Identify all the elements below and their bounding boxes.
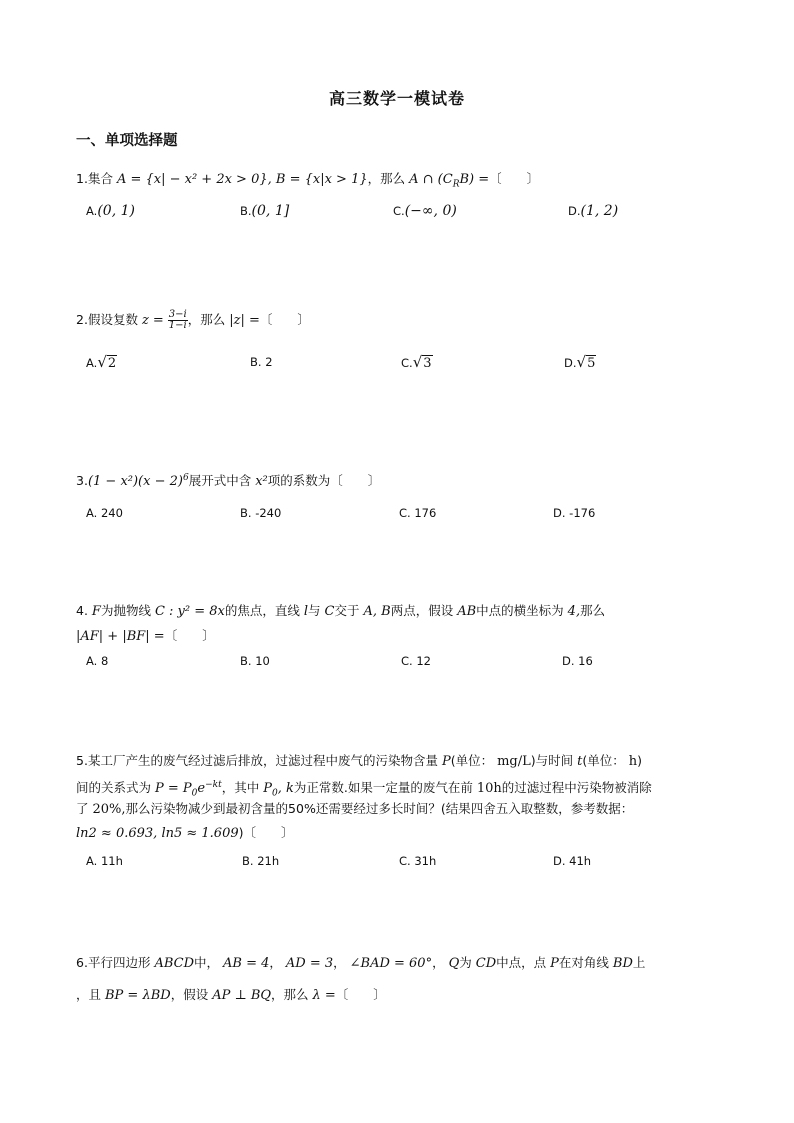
math-expression: |AF| + |BF| = (76, 629, 165, 644)
math-expression: λ = (312, 988, 336, 1003)
question-number: 4. (76, 603, 88, 618)
answer-paren: 〔 〕 (164, 628, 215, 643)
question-text: 某工厂产生的废气经过滤后排放，过滤过程中废气的污染物含量 (87, 753, 438, 768)
question-text: ， (333, 955, 346, 970)
question-text: 两点，假设 (390, 603, 454, 618)
math-expression: A, B (363, 604, 391, 619)
answer-paren: 〔 〕 (489, 171, 540, 186)
question-6-line-2 (76, 986, 386, 1005)
question-number: 1. (76, 171, 88, 186)
math-expression: 10h (476, 781, 502, 797)
option-c: C.√3 (401, 353, 432, 371)
math-expression: x² (255, 474, 268, 490)
question-text: ，那么 (187, 312, 226, 327)
option-d: D.√5 (564, 353, 596, 371)
question-1 (76, 170, 539, 194)
question-text: 的焦点，直线 (224, 603, 300, 618)
option-d: D. 41h (553, 854, 592, 868)
question-text: ，那么 (367, 171, 406, 186)
question-text: ，且 (76, 987, 102, 1002)
question-number: 5. (76, 753, 88, 768)
option-c: C. 176 (399, 506, 437, 520)
math-expression: 4, (567, 604, 581, 619)
sqrt-icon: √3 (412, 353, 432, 371)
math-expression: mg/L (497, 754, 531, 769)
math-expression: |z| = (229, 313, 260, 328)
option-c: C. 31h (399, 854, 437, 868)
math-expression: P (550, 956, 559, 971)
option-d: D. -176 (553, 506, 596, 520)
question-text: (单位： (582, 753, 625, 768)
math-superscript: 6 (182, 473, 189, 483)
option-b: B. 21h (242, 854, 280, 868)
question-text: 交于 (334, 603, 360, 618)
question-5 (76, 752, 642, 771)
math-expression: P = P (155, 781, 192, 797)
question-text: 平行四边形 (87, 955, 151, 970)
math-expression: e (197, 781, 206, 797)
math-expression: A ∩ (C (409, 172, 453, 187)
math-expression: C (324, 604, 335, 619)
question-text: 为 (459, 955, 472, 970)
question-text: 与 (308, 603, 321, 618)
math-expression: P (441, 754, 451, 769)
fraction (168, 310, 188, 331)
question-text: 展开式中含 (188, 473, 252, 489)
math-expression: ABCD (154, 956, 194, 971)
math-expression: AB = 4 (223, 956, 270, 971)
math-expression: F (91, 604, 101, 619)
option-a: A. 11h (86, 854, 123, 868)
question-text: 为抛物线 (100, 603, 151, 618)
question-text: ) (637, 753, 642, 768)
math-subscript: 0 (271, 788, 278, 799)
math-expression: Q (448, 956, 460, 971)
vector-expression: AP ⊥ BQ (212, 988, 272, 1003)
math-expression: 20%, (92, 802, 126, 817)
question-text: 项的系数为〔 〕 (267, 473, 381, 489)
question-text: 假设复数 (87, 312, 138, 327)
math-expression: l (303, 604, 309, 619)
math-superscript: −kt (205, 780, 222, 790)
question-text: ， (432, 955, 445, 970)
math-expression: A = {x| − x² + 2x > 0}, B = {x|x > 1} (116, 172, 368, 187)
question-text: 的过滤过程中污染物被消除 (501, 780, 652, 796)
option-d: D.(1, 2) (568, 203, 619, 219)
question-5-line-2 (76, 776, 652, 803)
math-expression: CD (475, 956, 497, 971)
question-text: 了 (76, 801, 89, 816)
sqrt-icon: √2 (97, 353, 117, 371)
question-text: 间的关系式为 (76, 780, 152, 796)
math-expression: B) = (459, 172, 490, 187)
math-expression: C : y² = 8x (154, 604, 225, 619)
question-3 (76, 469, 380, 491)
question-number: 6. (76, 955, 88, 970)
math-expression: z = (141, 313, 164, 328)
option-a: A.(0, 1) (86, 203, 135, 219)
question-text: ，其中 (221, 780, 260, 796)
answer-paren: 〔 〕 (335, 987, 386, 1002)
question-number: 2. (76, 312, 88, 327)
math-expression: AB (457, 604, 477, 619)
page-title: 高三数学一模试卷 (328, 89, 465, 108)
question-4 (76, 602, 605, 621)
math-expression: , k (277, 781, 294, 797)
math-expression: (1 − x²)(x − 2) (87, 474, 183, 490)
fraction-numerator: 3−i (168, 309, 187, 320)
option-a: A. 8 (86, 654, 109, 668)
option-d: D. 16 (562, 654, 593, 668)
math-subscript: 0 (191, 788, 198, 799)
math-expression: P (263, 781, 272, 797)
question-text: 中， (194, 955, 220, 970)
question-2 (76, 310, 310, 331)
question-text: ，那么 (271, 987, 309, 1002)
math-expression: BD (612, 956, 633, 971)
question-text: 那么污染物减少到最初含量的50%还需要经过多长时间？(结果四舍五入取整数，参考数据： (125, 801, 634, 816)
question-5-line-4 (76, 824, 294, 843)
question-5-line-3 (76, 800, 633, 819)
option-b: B. 2 (250, 355, 273, 369)
question-text: 上 (632, 955, 646, 970)
math-expression: ln2 ≈ 0.693, ln5 ≈ 1.609 (76, 826, 239, 841)
math-expression: h (628, 754, 638, 769)
vector-expression: BP = λBD (105, 988, 171, 1003)
question-text: )与时间 (530, 753, 574, 768)
math-subscript: R (452, 179, 460, 190)
question-text: ， (269, 955, 282, 970)
fraction-denominator: 1−i (168, 320, 187, 331)
question-text: 为正常数.如果一定量的废气在前 (293, 780, 473, 796)
option-c: C. 12 (401, 654, 431, 668)
question-text: 那么 (580, 603, 606, 618)
question-text: 中点的横坐标为 (476, 603, 564, 618)
question-text: 在对角线 (558, 955, 609, 970)
math-expression: AD = 3 (285, 956, 334, 971)
question-4-line-2 (76, 627, 215, 646)
math-expression: ∠BAD = 60° (349, 956, 433, 971)
answer-paren: 〔 〕 (259, 312, 310, 327)
question-text: ，假设 (170, 987, 209, 1002)
option-a: A.√2 (86, 353, 117, 371)
section-heading: 一、单项选择题 (76, 133, 178, 149)
question-6 (76, 954, 645, 973)
math-expression: t (577, 754, 583, 769)
question-text: 中点，点 (496, 955, 547, 970)
option-b: B. -240 (240, 506, 282, 520)
option-b: B.(0, 1] (240, 203, 290, 219)
question-text: )〔 〕 (238, 825, 294, 840)
question-text: 集合 (87, 171, 113, 186)
question-text: (单位： (450, 753, 494, 768)
sqrt-icon: √5 (576, 353, 596, 371)
question-number: 3. (76, 473, 88, 489)
option-a: A. 240 (86, 506, 123, 520)
option-c: C.(−∞, 0) (393, 203, 457, 219)
option-b: B. 10 (240, 654, 270, 668)
